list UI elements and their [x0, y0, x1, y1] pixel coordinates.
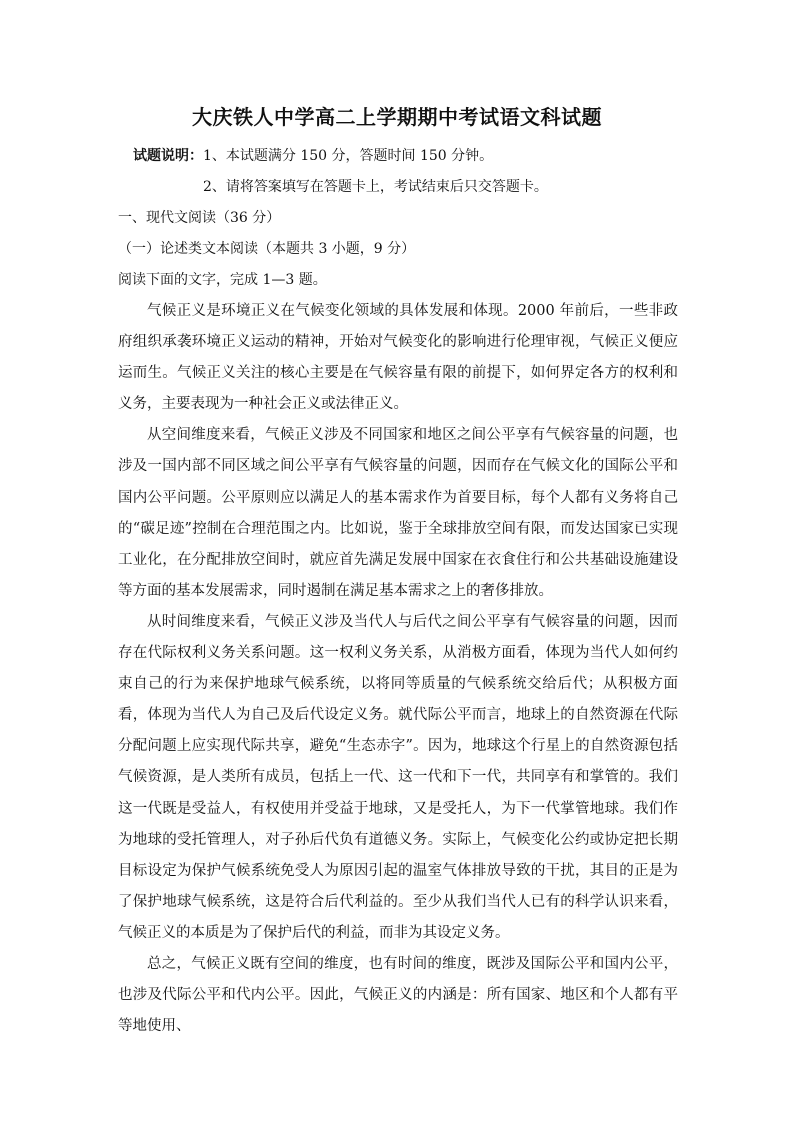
passage-paragraph-1: 气候正义是环境正义在气候变化领域的具体发展和体现。2000 年前后，一些非政府组织承袭环境正义运动的精神，开始对气候变化的影响进行伦理审视，气候正义便应运而生。气候正义关注的核心主要是在气候容量有限的前提下，如何界定各方的权利和义务，主要表现为一种社会正义或法律正义。 — [118, 303, 678, 413]
instructions-label: 试题说明： — [133, 148, 203, 164]
instruction-item-2: 2、请将答案填写在答题卡上，考试结束后只交答题卡。 — [203, 179, 548, 195]
instruction-item-1: 1、本试题满分 150 分，答题时间 150 分钟。 — [203, 148, 494, 164]
passage-paragraph-2: 从空间维度来看，气候正义涉及不同国家和地区之间公平享有气候容量的问题，也涉及一国内部不同区域之间公平享有气候容量的问题，因而存在气候文化的国际公平和国内公平问题。公平原则应以满足人的基本需求作为首要目标，每个人都有义务将自己的“碳足迹”控制在合理范围之内。比如说，鉴于全球排放空间有限，而发达国家已实现工业化，在分配排放空间时，就应首先满足发展中国家在衣食住行和公共基础设施建设等方面的基本发展需求，同时遏制在满足基本需求之上的奢侈排放。 — [118, 427, 678, 599]
exam-title: 大庆铁人中学高二上学期期中考试语文科试题 — [192, 105, 602, 129]
passage-paragraph-3: 从时间维度来看，气候正义涉及当代人与后代之间公平享有气候容量的问题，因而存在代际权利义务关系问题。这一权利义务关系，从消极方面看，体现为当代人如何约束自己的行为来保护地球气候系统，以将同等质量的气候系统交给后代；从积极方面看，体现为当代人为自己及后代设定义务。就代际公平而言，地球上的自然资源在代际分配问题上应实现代际共享，避免“生态赤字”。因为，地球这个行星上的自然资源包括气候资源，是人类所有成员，包括上一代、这一代和下一代，共同享有和掌管的。我们这一代既是受益人，有权使用并受益于地球，又是受托人，为下一代掌管地球。我们作为地球的受托管理人，对子孙后代负有道德义务。实际上，气候变化公约或协定把长期目标设定为保护气候系统免受人为原因引起的温室气体排放导致的干扰，其目的正是为了保护地球气候系统，这是符合后代利益的。至少从我们当代人已有的科学认识来看，气候正义的本质是为了保护后代的利益，而非为其设定义务。 — [118, 613, 678, 941]
passage-paragraph-4: 总之，气候正义既有空间的维度，也有时间的维度，既涉及国际公平和国内公平，也涉及代际公平和代内公平。因此，气候正义的内涵是：所有国家、地区和个人都有平等地使用、 — [118, 955, 678, 1035]
reading-passage — [118, 296, 678, 1042]
subsection-heading: （一）论述类文本阅读（本题共 3 小题，9 分） — [118, 241, 416, 257]
reading-prompt: 阅读下面的文字，完成 1—3 题。 — [118, 272, 327, 288]
instructions-line-1 — [133, 146, 493, 166]
section-heading: 一、现代文阅读（36 分） — [118, 210, 281, 226]
